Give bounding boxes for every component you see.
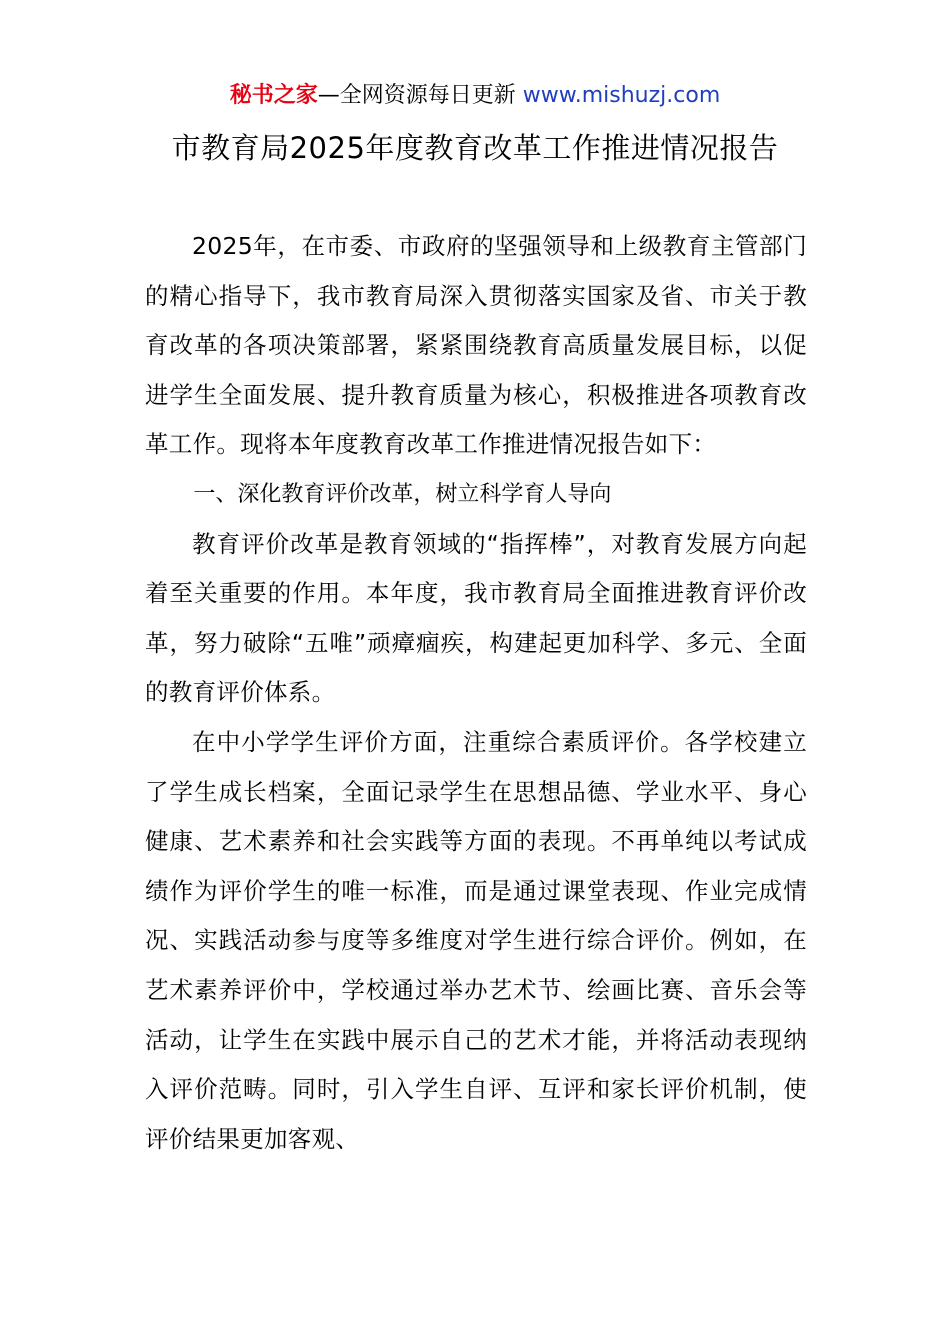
banner-brand: 秘书之家 <box>229 83 318 108</box>
banner-url-link[interactable]: www.mishuzj.com <box>522 83 721 108</box>
paragraph-intro: 2025年，在市委、市政府的坚强领导和上级教育主管部门的精心指导下，我市教育局深入贯彻落实国家及省、市关于教育改革的各项决策部署，紧紧围绕教育高质量发展目标，以促进学生全面发展、提升教育质量为核心，积极推进各项教育改革工作。现将本年度教育改革工作推进情况报告如下： <box>145 232 807 459</box>
banner-slogan: —全网资源每日更新 <box>317 83 523 108</box>
paragraph-student-evaluation: 在中小学学生评价方面，注重综合素质评价。各学校建立了学生成长档案，全面记录学生在思想品德、学业水平、身心健康、艺术素养和社会实践等方面的表现。不再单纯以考试成绩作为评价学生的唯一标准，而是通过课堂表现、作业完成情况、实践活动参与度等多维度对学生进行综合评价。例如，在艺术素养评价中，学校通过举办艺术节、绘画比赛、音乐会等活动，让学生在实践中展示自己的艺术才能，并将活动表现纳入评价范畴。同时，引入学生自评、互评和家长评价机制，使评价结果更加客观、 <box>145 727 807 1153</box>
site-banner <box>0 80 950 112</box>
paragraph-evaluation-reform: 教育评价改革是教育领域的“指挥棒”，对教育发展方向起着至关重要的作用。本年度，我市教育局全面推进教育评价改革，努力破除“五唯”顽瘴痼疾，构建起更加科学、多元、全面的教育评价体系。 <box>145 529 807 707</box>
document-body <box>145 222 807 1164</box>
document-title: 市教育局2025年度教育改革工作推进情况报告 <box>171 131 779 165</box>
section-heading-1: 一、深化教育评价改革，树立科学育人导向 <box>193 481 612 507</box>
